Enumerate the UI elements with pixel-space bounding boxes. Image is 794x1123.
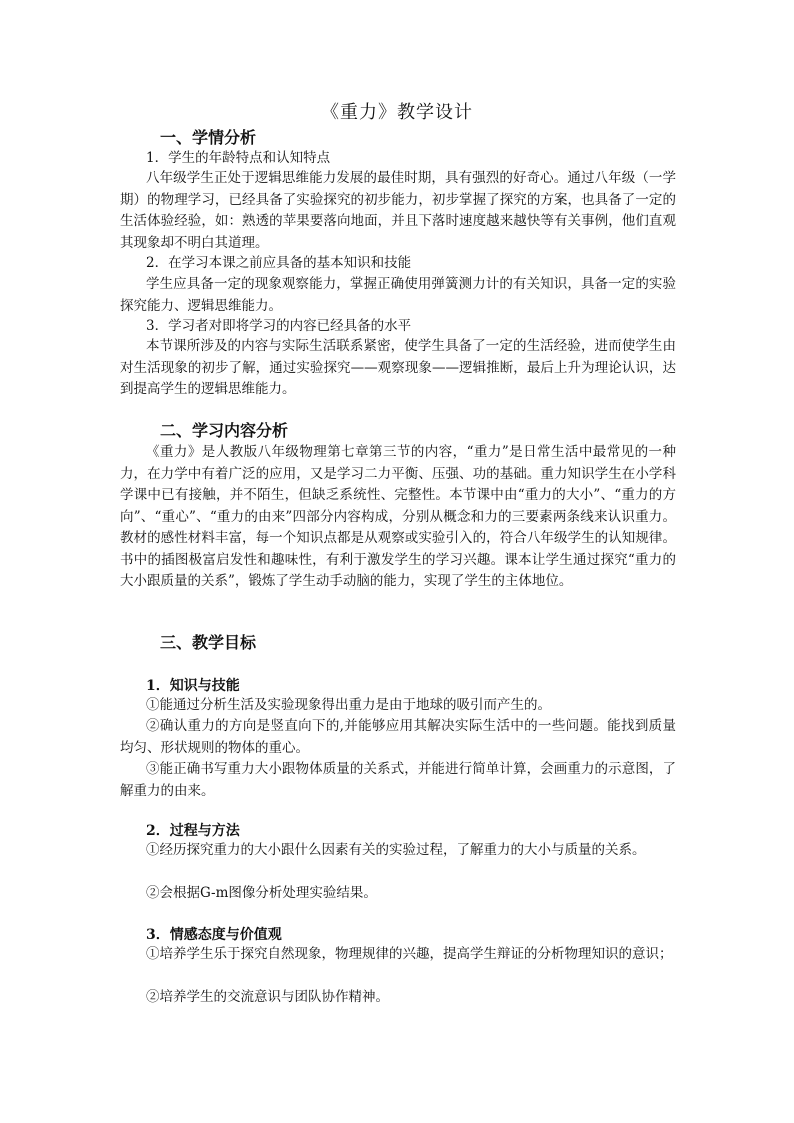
section-heading-teaching-goals: 三、教学目标 <box>160 633 257 652</box>
goal-point: ②会根据G-m图像分析处理实验结果。 <box>146 885 377 901</box>
section-heading-content-analysis: 二、学习内容分析 <box>160 421 289 440</box>
document-title: 《重力》教学设计 <box>321 102 473 123</box>
paragraph-prior-knowledge: 学生应具备一定的现象观察能力，掌握正确使用弹簧测力计的有关知识，具备一定的实验探究能力、逻辑思维能力。 <box>120 276 676 314</box>
goal-point: ③能正确书写重力大小跟物体质量的关系式，并能进行简单计算，会画重力的示意图，了解重力的由来。 <box>120 761 676 799</box>
subheading-prior-knowledge: 2．在学习本课之前应具备的基本知识和技能 <box>146 255 412 271</box>
goal-point: ①能通过分析生活及实验现象得出重力是由于地球的吸引而产生的。 <box>146 697 551 713</box>
goal-point: ②确认重力的方向是竖直向下的,并能够应用其解决实际生活中的一些问题。能找到质量均匀、形状规则的物体的重心。 <box>120 718 676 756</box>
paragraph-age-features: 八年级学生正处于逻辑思维能力发展的最佳时期，具有强烈的好奇心。通过八年级（一学期）的物理学习，已经具备了实验探究的初步能力，初步掌握了探究的方案，也具备了一定的生活体验经验，如：熟透的苹果要落向地面，并且下落时速度越来越快等有关事例，他们直观其现象却不明白其道理。 <box>120 170 676 251</box>
subheading-attitudes-values: 3．情感态度与价值观 <box>146 927 282 943</box>
subheading-existing-level: 3．学习者对即将学习的内容已经具备的水平 <box>146 318 412 334</box>
subheading-age-features: 1．学生的年龄特点和认知特点 <box>146 150 331 166</box>
goal-point: ①培养学生乐于探究自然现象，物理规律的兴趣，提高学生辩证的分析物理知识的意识； <box>146 946 673 962</box>
subheading-process-methods: 2．过程与方法 <box>146 823 240 839</box>
section-heading-learner-analysis: 一、学情分析 <box>160 128 257 147</box>
goal-point: ②培养学生的交流意识与团队协作精神。 <box>146 989 389 1005</box>
paragraph-content-analysis: 《重力》是人教版八年级物理第七章第三节的内容，“重力”是日常生活中最常见的一种力，在力学中有着广泛的应用，又是学习二力平衡、压强、功的基础。重力知识学生在小学科学课中已有接触，并不陌生，但缺乏系统性、完整性。本节课中由“重力的大小”、“重力的方向”、“重心”、“重力的由来”四部分内容构成，分别从概念和力的三要素两条线来认识重力。教材的感性材料丰富，每一个知识点都是从观察或实验引入的，符合八年级学生的认知规律。书中的插图极富启发性和趣味性，有利于激发学生的学习兴趣。课本让学生通过探究“重力的大小跟质量的关系”，锻炼了学生动手动脑的能力，实现了学生的主体地位。 <box>120 444 676 589</box>
subheading-knowledge-skills: 1．知识与技能 <box>146 678 240 694</box>
paragraph-existing-level: 本节课所涉及的内容与实际生活联系紧密，使学生具备了一定的生活经验，进而使学生由对生活现象的初步了解，通过实验探究——观察现象——逻辑推断，最后上升为理论认识，达到提高学生的逻辑思维能力。 <box>120 338 676 397</box>
goal-point: ①经历探究重力的大小跟什么因素有关的实验过程，了解重力的大小与质量的关系。 <box>146 842 646 858</box>
